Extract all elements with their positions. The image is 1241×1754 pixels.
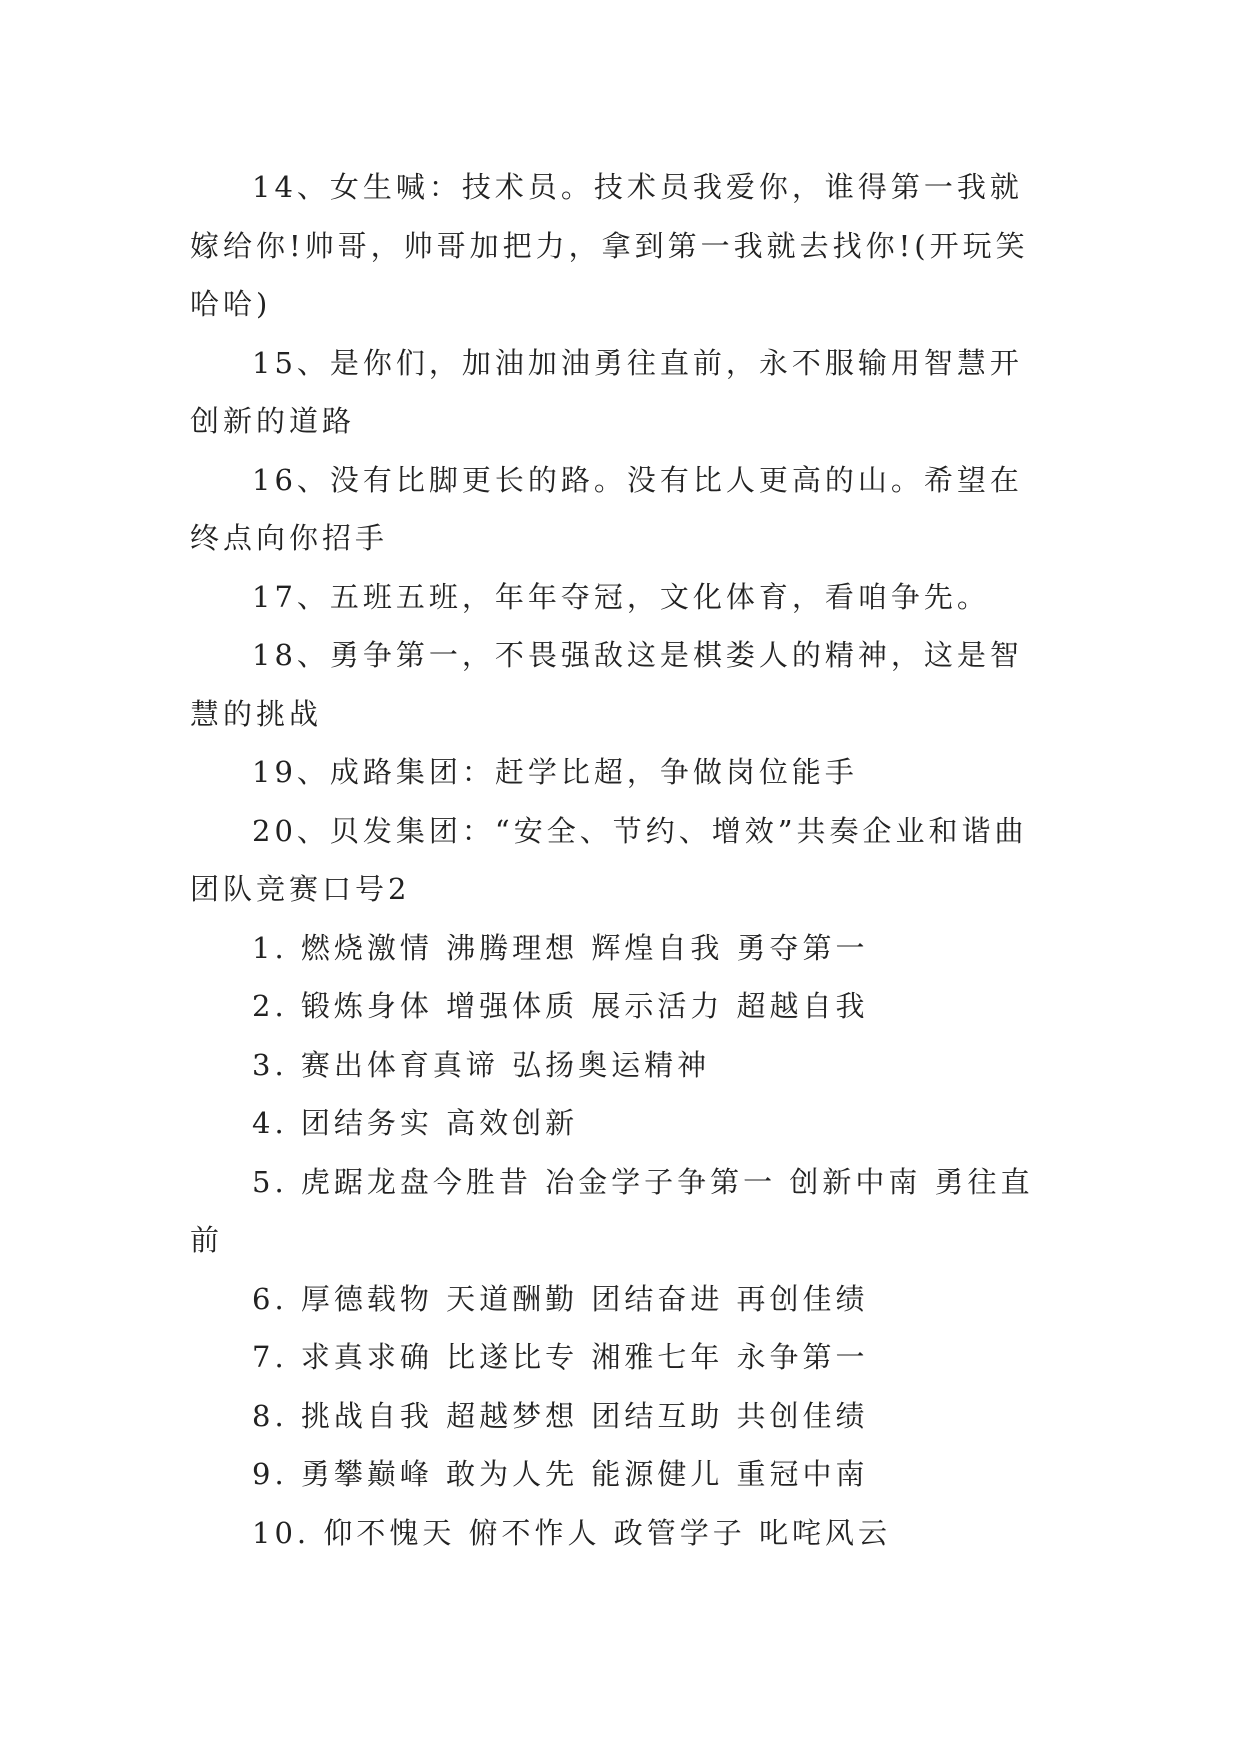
slogan-5: 5. 虎踞龙盘今胜昔 冶金学子争第一 创新中南 勇往直前 (190, 1164, 1034, 1257)
paragraph-18: 18、勇争第一，不畏强敌这是棋娄人的精神，这是智慧的挑战 (190, 638, 1023, 731)
slogan-4: 4. 团结务实 高效创新 (252, 1106, 579, 1140)
paragraph-19: 19、成路集团：赶学比超，争做岗位能手 (252, 755, 858, 789)
document-body (190, 158, 1050, 1562)
slogan-1: 1. 燃烧激情 沸腾理想 辉煌自我 勇夺第一 (252, 930, 869, 965)
paragraph-15: 15、是你们，加油加油勇往直前，永不服输用智慧开创新的道路 (190, 345, 1023, 438)
slogan-7: 7. 求真求确 比遂比专 湘雅七年 永争第一 (252, 1340, 869, 1374)
slogan-2: 2. 锻炼身体 增强体质 展示活力 超越自我 (252, 989, 869, 1023)
paragraph-14: 14、女生喊：技术员。技术员我爱你，谁得第一我就嫁给你!帅哥，帅哥加把力，拿到第一我就去找你!(开玩笑哈哈) (190, 170, 1029, 321)
paragraph-16: 16、没有比脚更长的路。没有比人更高的山。希望在终点向你招手 (190, 462, 1023, 555)
slogan-6: 6. 厚德载物 天道酬勤 团结奋进 再创佳绩 (252, 1281, 869, 1316)
slogan-3: 3. 赛出体育真谛 弘扬奥运精神 (252, 1047, 711, 1082)
slogan-9: 9. 勇攀巅峰 敢为人先 能源健儿 重冠中南 (252, 1457, 869, 1491)
slogan-10: 10. 仰不愧天 俯不怍人 政管学子 叱咤风云 (252, 1515, 891, 1550)
section-heading: 团队竞赛口号2 (190, 872, 411, 906)
paragraph-20: 20、贝发集团：“安全、节约、增效”共奏企业和谐曲 (252, 813, 1028, 848)
paragraph-17: 17、五班五班，年年夺冠，文化体育，看咱争先。 (252, 579, 990, 614)
slogan-8: 8. 挑战自我 超越梦想 团结互助 共创佳绩 (252, 1398, 869, 1433)
